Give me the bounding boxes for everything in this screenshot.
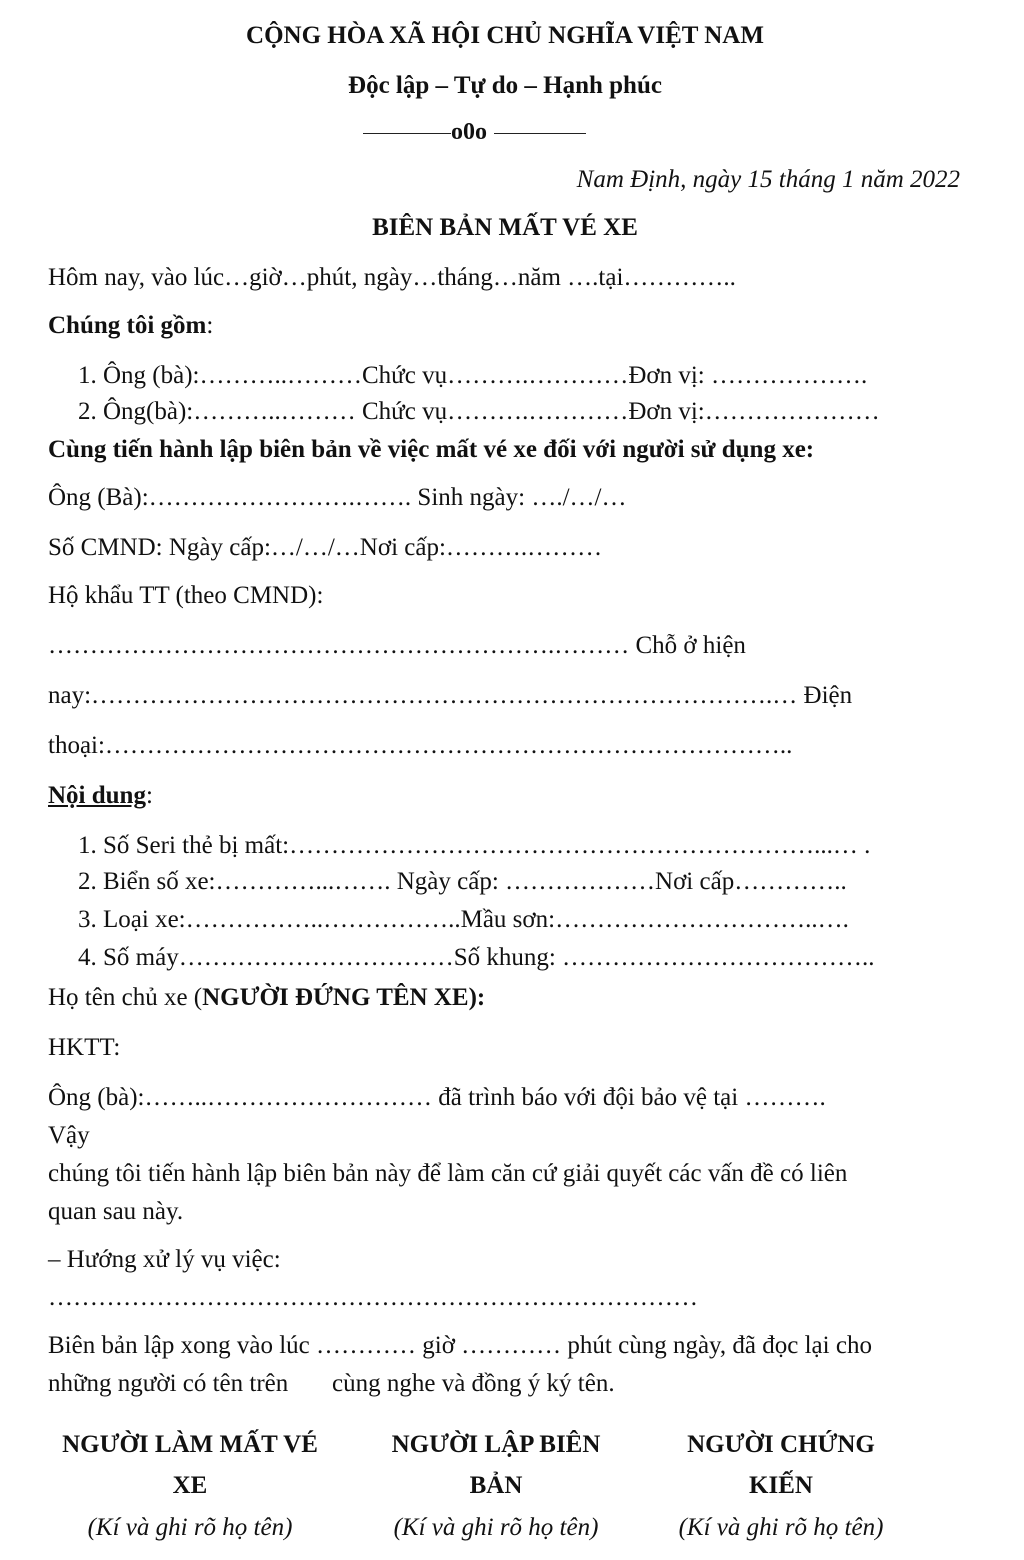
person-name-line: Ông (Bà):…………………….……. Sinh ngày: …./…/… bbox=[48, 484, 627, 511]
vay-word: Vậy bbox=[48, 1122, 90, 1149]
signature-title: NGƯỜI CHỨNG bbox=[687, 1431, 875, 1458]
conclusion-line-2: quan sau này. bbox=[48, 1198, 184, 1225]
content-item-engine: 4. Số máy……………………………Số khung: ……………………………….. bbox=[78, 944, 875, 971]
owner-label: Họ tên chủ xe (NGƯỜI ĐỨNG TÊN XE): bbox=[48, 984, 486, 1011]
subject-heading: Cùng tiến hành lập biên bản về việc mất vé xe đối với người sử dụng xe: bbox=[48, 436, 815, 463]
divider-ornament: o0o bbox=[451, 119, 487, 145]
closing-line-2: những người có tên trên cùng nghe và đồng ý ký tên. bbox=[48, 1370, 615, 1397]
report-line: Ông (bà):……..……………………… đã trình báo với đội bảo vệ tại ………. bbox=[48, 1084, 826, 1111]
signature-title: NGƯỜI LÀM MẤT VÉ bbox=[62, 1431, 318, 1458]
conclusion-line-1: chúng tôi tiến hành lập biên bản này để làm căn cứ giải quyết các vấn đề có liên bbox=[48, 1160, 848, 1187]
signature-instruction: (Kí và ghi rõ họ tên) bbox=[678, 1513, 884, 1541]
member-2: 2. Ông(bà):………..……… Chức vụ……….…………Đơn vị:………………… bbox=[78, 398, 880, 425]
member-1: 1. Ông (bà):………..………Chức vụ……….…………Đơn vị: ………………. bbox=[78, 362, 868, 389]
person-id-line: Số CMND: Ngày cấp:…/…/…Nơi cấp:……….……… bbox=[48, 534, 603, 561]
signature-witness bbox=[650, 1424, 912, 1548]
signature-title: NGƯỜI LẬP BIÊN bbox=[391, 1431, 601, 1458]
content-heading: Nội dung: bbox=[48, 782, 153, 809]
signature-recorder bbox=[356, 1424, 636, 1548]
closing-line-1: Biên bản lập xong vào lúc ………… giờ ………… phút cùng ngày, đã đọc lại cho bbox=[48, 1332, 872, 1359]
content-item-serial: 1. Số Seri thẻ bị mất:………………………………………………………...… . bbox=[78, 832, 871, 859]
motto: Độc lập – Tự do – Hạnh phúc bbox=[348, 72, 662, 99]
members-heading: Chúng tôi gồm: bbox=[48, 312, 214, 339]
signature-instruction: (Kí và ghi rõ họ tên) bbox=[393, 1513, 599, 1541]
signature-loser bbox=[30, 1424, 350, 1548]
intro-line: Hôm nay, vào lúc…giờ…phút, ngày…tháng…năm ….tại………….. bbox=[48, 264, 736, 291]
content-item-type: 3. Loại xe:……………..……………..Mầu sơn:…………………………..…. bbox=[78, 906, 849, 933]
content-item-plate: 2. Biển số xe:…………...……. Ngày cấp: ………………Nơi cấp………….. bbox=[78, 868, 847, 895]
country-heading: CỘNG HÒA XÃ HỘI CHỦ NGHĨA VIỆT NAM bbox=[246, 22, 764, 49]
residence-line: …………………………………………………….……… Chỗ ở hiện bbox=[48, 632, 746, 659]
document-title: BIÊN BẢN MẤT VÉ XE bbox=[372, 214, 638, 241]
hktt-label: HKTT: bbox=[48, 1034, 121, 1061]
current-address-line: nay:……………………………………………………………………….… Điện bbox=[48, 682, 853, 709]
place-date: Nam Định, ngày 15 tháng 1 năm 2022 bbox=[576, 166, 960, 193]
signature-title: KIẾN bbox=[749, 1472, 813, 1500]
signature-instruction: (Kí và ghi rõ họ tên) bbox=[87, 1513, 293, 1541]
residence-label: Hộ khẩu TT (theo CMND): bbox=[48, 582, 324, 609]
phone-line: thoại:……………………………………………………………………….. bbox=[48, 732, 793, 759]
divider bbox=[340, 119, 680, 145]
handling-dots: …………………………………………………………………… bbox=[48, 1284, 698, 1311]
signature-title: BẢN bbox=[469, 1472, 523, 1500]
signature-title: XE bbox=[172, 1472, 208, 1500]
handling-label: – Hướng xử lý vụ việc: bbox=[48, 1246, 281, 1273]
